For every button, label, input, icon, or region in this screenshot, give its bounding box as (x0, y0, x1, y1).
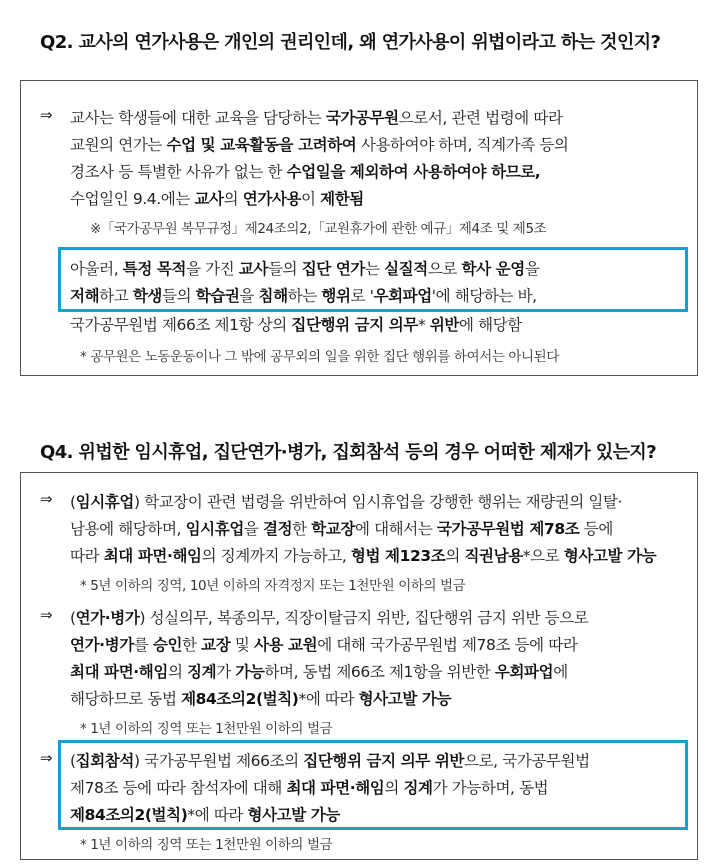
text-line (70, 803, 340, 825)
text-segment: 의 징계까지 가능하고, (201, 547, 351, 565)
text-segment: 의 (384, 779, 404, 797)
bold-text: 결정 (263, 520, 293, 538)
q4-title: Q4. 위법한 임시휴업, 집단연가·병가, 집회참석 등의 경우 어떠한 제재가 있는지? (40, 442, 657, 463)
bold-text: 연가·병가 (75, 609, 140, 627)
text-segment: 을 (524, 260, 540, 278)
text-segment: 남용에 해당하며, (70, 520, 186, 538)
arrow-icon: ⇒ (40, 749, 53, 767)
text-segment: 따라 (70, 547, 104, 565)
bold-text: 저해 (70, 287, 100, 305)
text-segment: 사용하여야 하며, 직계가족 등의 (356, 136, 569, 154)
text-segment: 아울러, (70, 260, 123, 278)
text-segment: 제78조 등에 따라 참석자에 대해 (70, 779, 287, 797)
bold-text: 징계 (403, 779, 433, 797)
text-segment: ) 학교장이 관련 법령을 위반하여 임시휴업을 강행한 행위는 재량권의 일탈· (133, 493, 623, 511)
text-line (70, 284, 537, 306)
arrow-icon: ⇒ (40, 106, 53, 124)
text-segment: 에 해당함 (459, 316, 522, 334)
q2-title: Q2. 교사의 연가사용은 개인의 권리인데, 왜 연가사용이 위법이라고 하는 것인지? (40, 32, 661, 53)
bold-text: 국가공무원 (325, 109, 399, 127)
q4-note-1: * 5년 이하의 징역, 10년 이하의 자격정지 또는 1천만원 이하의 벌금 (80, 578, 466, 594)
bold-text: 집단행위 금지 의무 위반 (303, 752, 464, 770)
bold-text: 교장 (201, 636, 231, 654)
text-segment: 가 가능하며, 동법 (432, 779, 549, 797)
bold-text: 직권남용 (464, 547, 523, 565)
text-segment: 의 (167, 663, 188, 681)
bold-text: 최대 파면·해임 (70, 663, 168, 681)
bold-text: 최대 파면·해임 (286, 779, 385, 797)
bold-text: 특정 목적 (122, 260, 187, 278)
text-segment: 로 ' (350, 287, 374, 305)
text-segment: 하는 (287, 287, 322, 305)
arrow-icon: ⇒ (40, 606, 53, 624)
text-segment: 한 (292, 520, 312, 538)
q4-note-2: * 1년 이하의 징역 또는 1천만원 이하의 벌금 (80, 721, 333, 737)
bold-text: 교사 (194, 190, 224, 208)
text-segment: 의 (445, 547, 465, 565)
text-segment: 를 (133, 636, 153, 654)
text-segment: ( (70, 752, 76, 770)
bold-text: 학생 (132, 287, 162, 305)
text-segment: 가 (216, 663, 236, 681)
text-segment: ( (70, 493, 76, 511)
text-line (70, 160, 540, 182)
q4-note-3: * 1년 이하의 징역 또는 1천만원 이하의 벌금 (80, 837, 333, 853)
bold-text: 우회파업 (373, 287, 432, 305)
bold-text: 임시휴업 (75, 493, 134, 511)
text-line (70, 776, 548, 798)
bold-text: 행위 (321, 287, 351, 305)
text-segment: 교사는 학생들에 대한 교육을 담당하는 (70, 109, 326, 127)
bold-text: 연가·병가 (70, 636, 134, 654)
bold-text: 위반 (429, 316, 459, 334)
text-line (70, 187, 364, 209)
text-line (70, 606, 588, 628)
text-line (70, 544, 656, 566)
bold-text: 제84조의2(벌칙) (181, 690, 299, 708)
text-segment: *에 따라 (298, 690, 359, 708)
bold-text: 최대 파면·해임 (103, 547, 202, 565)
text-line (70, 490, 622, 512)
bold-text: 집단 연가 (301, 260, 365, 278)
text-segment: 하며, 동법 제66조 제1항을 위반한 (264, 663, 495, 681)
text-segment: 해당하므로 동법 (70, 690, 182, 708)
text-line (70, 660, 568, 682)
bold-text: 제한됨 (320, 190, 364, 208)
q2-note-footnote: * 공무원은 노동운동이나 그 밖에 공무외의 일을 위한 집단 행위를 하여서는 아니된다 (80, 349, 559, 365)
bold-text: 실질적 (384, 260, 428, 278)
text-segment: *에 따라 (187, 806, 248, 824)
bold-text: 학사 운영 (461, 260, 525, 278)
bold-text: 연가사용 (242, 190, 302, 208)
text-segment: 으로, 국가공무원법 (464, 752, 590, 770)
text-line (70, 687, 451, 709)
text-segment: 들의 (268, 260, 302, 278)
text-segment: 을 가진 (186, 260, 239, 278)
text-segment: ) 국가공무원법 제66조의 (133, 752, 304, 770)
text-segment: 및 (230, 636, 254, 654)
text-segment: 에 대해 국가공무원법 제78조 등에 따라 (317, 636, 578, 654)
text-segment: 국가공무원법 제66조 제1항 상의 (70, 316, 292, 334)
bold-text: 집단행위 금지 의무 (291, 316, 418, 334)
bold-text: 학습권 (195, 287, 240, 305)
text-segment: ( (70, 609, 76, 627)
text-segment: 에 (553, 663, 568, 681)
bold-text: 승인 (152, 636, 183, 654)
text-segment: 을 (239, 287, 259, 305)
text-segment: 경조사 등 특별한 사유가 없는 한 (70, 163, 287, 181)
text-line (70, 517, 613, 539)
text-segment: 등에 (579, 520, 613, 538)
bold-text: 징계 (187, 663, 217, 681)
bold-text: 가능 (235, 663, 265, 681)
bold-text: 수업일을 제외하여 사용하여야 하므로, (286, 163, 541, 181)
bold-text: 집회참석 (75, 752, 134, 770)
text-segment: 에 대해서는 (355, 520, 437, 538)
bold-text: 임시휴업 (185, 520, 244, 538)
bold-text: 수업 및 교육활동을 고려하여 (166, 136, 357, 154)
arrow-icon: ⇒ (40, 490, 53, 508)
text-segment: 는 (365, 260, 385, 278)
bold-text: 교사 (238, 260, 269, 278)
text-segment: 한 (182, 636, 202, 654)
bold-text: 형사고발 가능 (358, 690, 452, 708)
bold-text: 침해 (258, 287, 288, 305)
text-segment: ) 성실의무, 복종의무, 직장이탈금지 위반, 집단행위 금지 위반 등으로 (139, 609, 589, 627)
bold-text: 사용 교원 (253, 636, 318, 654)
bold-text: 학교장 (311, 520, 355, 538)
text-segment: 의 (223, 190, 243, 208)
text-line (70, 106, 563, 128)
q2-note-regulation: ※「국가공무원 복무규정」제24조의2,「교원휴가에 관한 예규」제4조 및 제5조 (90, 221, 547, 237)
text-line (70, 749, 590, 771)
bold-text: 국가공무원법 제78조 (436, 520, 580, 538)
text-segment: 들의 (162, 287, 196, 305)
text-line (70, 133, 568, 155)
text-segment: '에 해당하는 바, (431, 287, 537, 305)
text-line (70, 633, 577, 655)
text-line (70, 313, 522, 335)
text-segment: 수업일인 9.4.에는 (70, 190, 195, 208)
text-line (70, 257, 539, 279)
bold-text: 우회파업 (494, 663, 554, 681)
text-segment: *으로 (522, 547, 564, 565)
bold-text: 형법 제123조 (350, 547, 446, 565)
text-segment: * (417, 316, 430, 334)
bold-text: 형사고발 가능 (247, 806, 340, 824)
text-segment: 을 (243, 520, 263, 538)
text-segment: 하고 (99, 287, 133, 305)
bold-text: 형사고발 가능 (563, 547, 657, 565)
text-segment: 으로서, 관련 법령에 따라 (398, 109, 563, 127)
text-segment: 이 (301, 190, 321, 208)
bold-text: 제84조의2(벌칙) (70, 806, 188, 824)
text-segment: 으로 (427, 260, 462, 278)
text-segment: 교원의 연가는 (70, 136, 167, 154)
